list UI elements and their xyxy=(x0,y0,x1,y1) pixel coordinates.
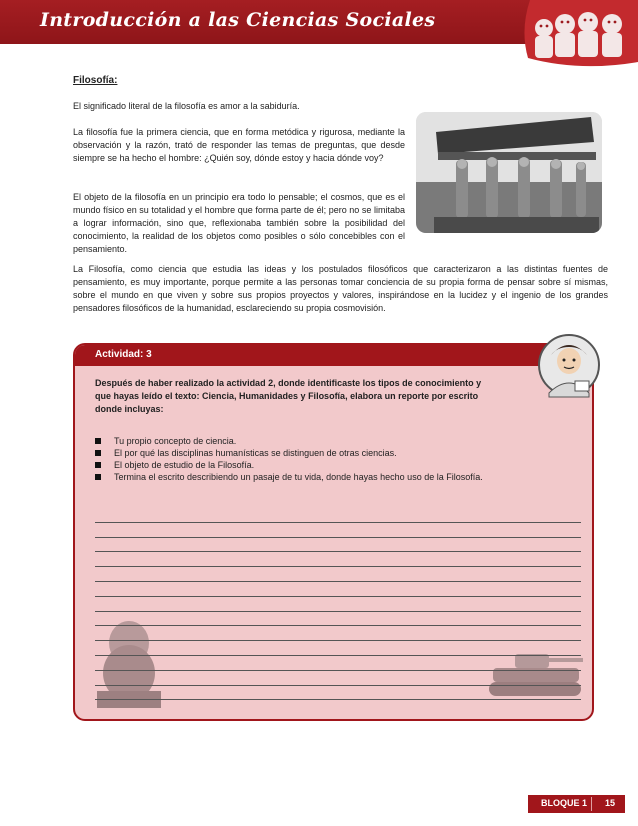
writing-lines xyxy=(95,508,581,700)
writing-line[interactable] xyxy=(95,612,581,627)
revolutionary-portraits-decoration xyxy=(520,0,638,70)
page-header-title: Introducción a las Ciencias Sociales xyxy=(40,9,436,31)
writing-line[interactable] xyxy=(95,686,581,701)
writing-line[interactable] xyxy=(95,538,581,553)
list-item: Tu propio concepto de ciencia. xyxy=(95,435,483,447)
writing-line[interactable] xyxy=(95,552,581,567)
writing-line[interactable] xyxy=(95,567,581,582)
writing-line[interactable] xyxy=(95,523,581,538)
square-bullet-icon xyxy=(95,462,101,468)
list-item: El por qué las disciplinas humanísticas se distinguen de otras ciencias. xyxy=(95,447,483,459)
activity-bullet-list xyxy=(95,435,483,483)
activity-header xyxy=(75,345,592,366)
writing-line[interactable] xyxy=(95,582,581,597)
activity-instructions: Después de haber realizado la actividad 2, donde identificaste los tipos de conocimiento y que hayas leído el texto: Ciencia, Humanidades y Filosofía, elabora un reporte por escrito donde incluyas: xyxy=(95,378,482,414)
writing-line[interactable] xyxy=(95,641,581,656)
footer-bar xyxy=(528,795,625,813)
writing-line[interactable] xyxy=(95,671,581,686)
paragraph-3: El objeto de la filosofía en un principio era todo lo pensable; el cosmos, que es el mundo físico en su totalidad y el hombre que forma parte de él; pero no se limitaba a lograr información, sino que, reflexionaba también sobre la posibilidad del conocimiento, la realidad de los objetos como posibles o sólo concebibles con el pensamiento. xyxy=(73,192,405,254)
activity-title: Actividad: 3 xyxy=(95,349,152,360)
caryatids-photo xyxy=(416,112,602,233)
square-bullet-icon xyxy=(95,438,101,444)
page-number: 15 xyxy=(605,798,616,808)
writing-line[interactable] xyxy=(95,508,581,523)
paragraph-2: La filosofía fue la primera ciencia, que en forma metódica y rigurosa, mediante la observación y la razón, trató de responder las temas de preguntas, que desde siempre se ha hecho el hombre: ¿Quién soy, dónde estoy y hacia dónde voy? xyxy=(73,127,405,163)
footer-divider xyxy=(591,797,592,811)
bloque-label: BLOQUE 1 xyxy=(541,798,588,808)
list-item: Termina el escrito describiendo un pasaje de tu vida, donde hayas hecho uso de la Filosofía. xyxy=(95,471,483,483)
section-title: Filosofía: xyxy=(73,75,118,86)
paragraph-4: La Filosofía, como ciencia que estudia las ideas y los postulados filosóficos que caracterizaron a las distintas fuentes de pensamiento, es muy importante, porque permite a las personas tomar conciencia de su propia forma de pensar sobre sí mismas, sobre el mundo en que viven y sobre sus propios proyectos y valores, inspirándose en la lucidez y el ingenio de los grandes pensadores filosóficos de la humanidad, esclareciendo su propia cosmovisión. xyxy=(73,264,608,313)
square-bullet-icon xyxy=(95,474,101,480)
list-item: El objeto de estudio de la Filosofía. xyxy=(95,459,483,471)
writing-line[interactable] xyxy=(95,656,581,671)
writing-line[interactable] xyxy=(95,626,581,641)
student-avatar-icon xyxy=(537,333,601,415)
square-bullet-icon xyxy=(95,450,101,456)
paragraph-1: El significado literal de la filosofía es amor a la sabiduría. xyxy=(73,101,300,111)
activity-box xyxy=(73,343,594,721)
writing-line[interactable] xyxy=(95,597,581,612)
